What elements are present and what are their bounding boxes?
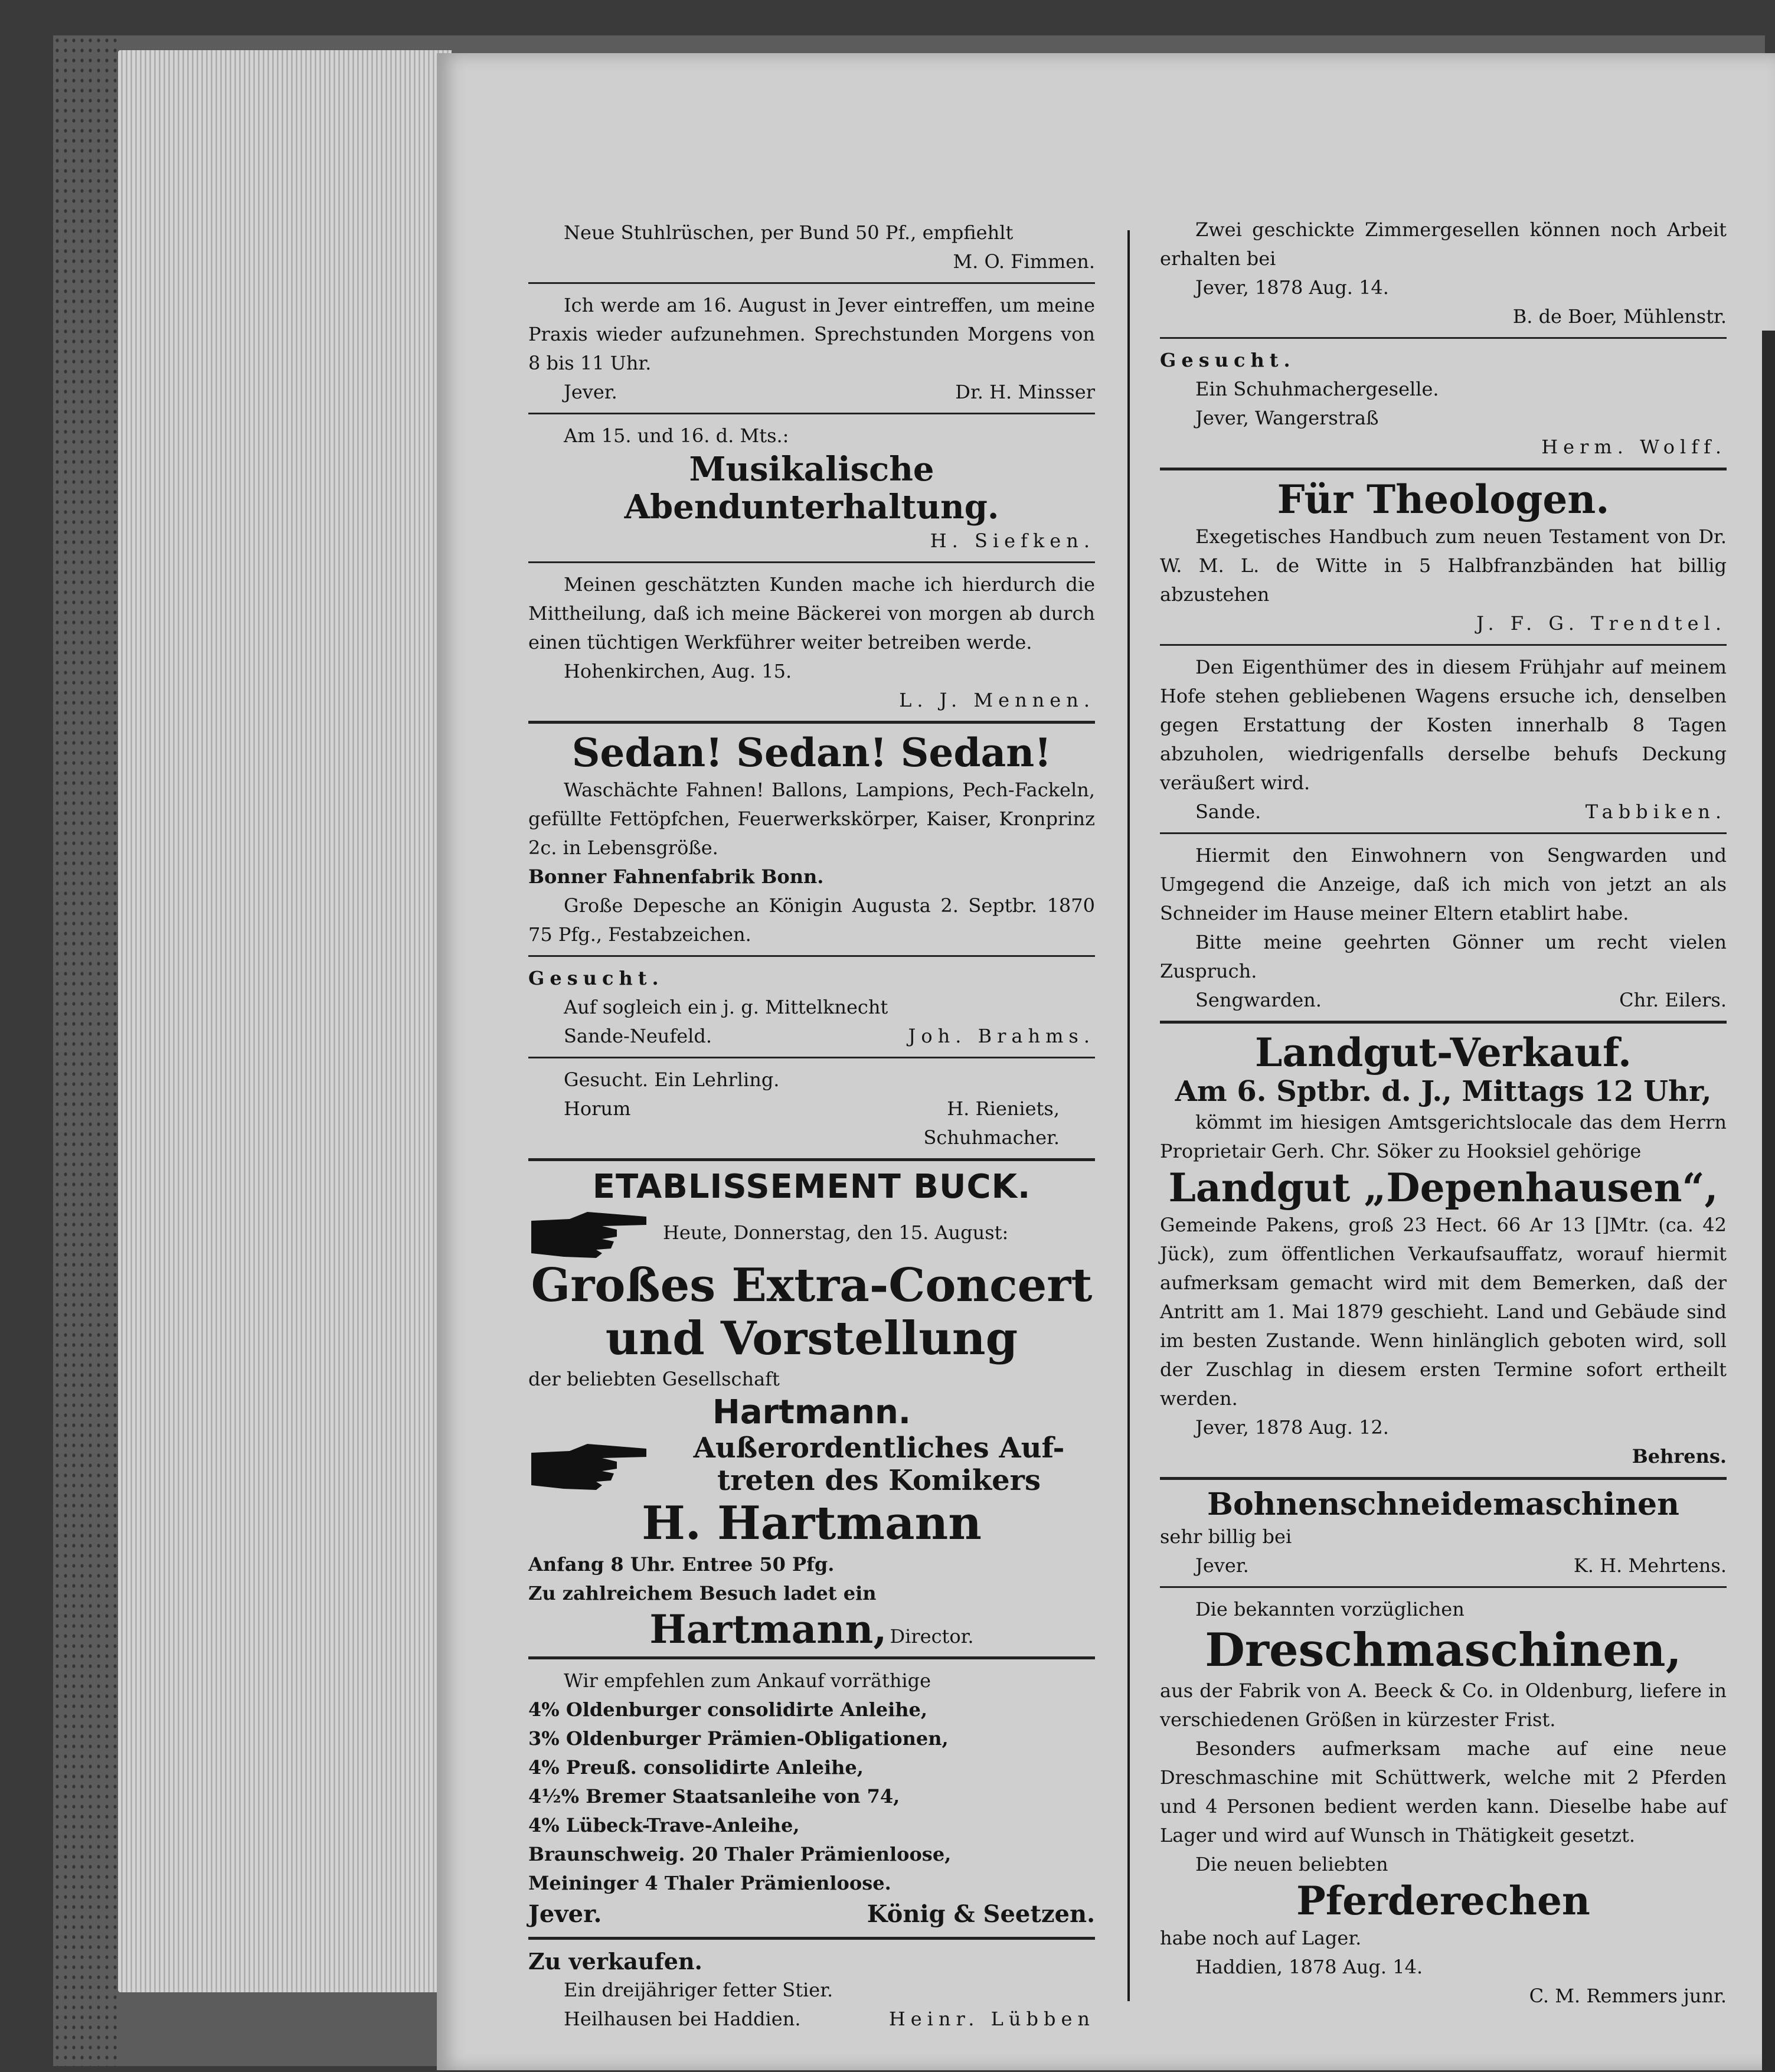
ad-estate-name: Landgut „Depenhausen“,: [1168, 1164, 1718, 1211]
ad-text: sehr billig bei: [1160, 1525, 1292, 1548]
ad-text: Den Eigenthümer des in diesem Frühjahr auf meinem Hofe stehen gebliebenen Wagens ersuche ich, denselben gegen Erstattung der Kosten innerhalb 8 Tagen abzuholen, wiedrigenfalls derselbe behufs Deckung veräußert wird.: [1160, 655, 1727, 794]
ad-start: Anfang 8 Uhr. Entree 50 Pfg.: [528, 1553, 835, 1576]
ad-signature: Tabbiken.: [1585, 800, 1727, 823]
ad-separator: [528, 1937, 1095, 1940]
ad-title: ETABLISSEMENT BUCK.: [592, 1167, 1031, 1206]
ad-text: Ein Schuhmachergeselle.: [1195, 378, 1439, 400]
ad-separator: [528, 1158, 1095, 1161]
ad-separator: [528, 721, 1095, 724]
ad-separator: [1160, 1586, 1727, 1588]
ad-text: Exegetisches Handbuch zum neuen Testament von Dr. W. M. L. de Witte in 5 Halbfranzbänden hat billig abzustehen: [1160, 525, 1727, 606]
ad-title: Sedan! Sedan! Sedan!: [571, 729, 1052, 776]
ad-text-secondary: Besonders aufmerksam mache auf eine neue Dreschmaschine mit Schüttwerk, welche mit 2 Pferden und 4 Personen bedient werden kann. Dieselbe habe auf Lager und wird auf Wunsch in Thätigkeit gesetzt.: [1160, 1737, 1727, 1847]
ad-text-secondary: Gemeinde Pakens, groß 23 Hect. 66 Ar 13 []Mtr. (ca. 42 Jück), zum öffentlichen Verkaufsauffatz, worauf hiermit aufmerksam gemacht wird mit dem Bemerken, daß der Antritt am 1. Mai 1879 geschieht. Land und Gebäude sind im besten Zustande. Wenn hinlänglich geboten wird, soll der Zuschlag in diesem ersten Termine sofort ertheilt werden.: [1160, 1213, 1727, 1410]
ad-separator: [1160, 1477, 1727, 1480]
ad-text-tertiary: habe noch auf Lager.: [1160, 1927, 1362, 1950]
ad-footer: [1160, 798, 1727, 826]
cover-speckle-pattern: [53, 35, 118, 2066]
ad-signature: M. O. Fimmen.: [953, 250, 1095, 273]
ad-place: Heilhausen bei Haddien.: [564, 2008, 801, 2031]
ad-signature-title: Schuhmacher.: [923, 1126, 1060, 1149]
ad-signature: Chr. Eilers.: [1619, 988, 1727, 1011]
ad-date: Am 6. Sptbr. d. J., Mittags 12 Uhr,: [1175, 1074, 1712, 1108]
ad-zimmergesellen: [1160, 215, 1727, 331]
ad-place: Jever.: [528, 1900, 602, 1929]
ad-praxis: [528, 291, 1095, 407]
ad-signature: Behrens.: [1632, 1444, 1727, 1468]
ad-place: Horum: [564, 1097, 631, 1120]
ad-date-footer: Jever, 1878 Aug. 12.: [1195, 1416, 1389, 1439]
ad-text: Meinen geschätzten Kunden mache ich hierdurch die Mittheilung, daß ich meine Bäckerei von morgen ab durch einen tüchtigen Werkführer weiter betreiben werde.: [528, 573, 1095, 653]
ad-list-item: 3% Oldenburger Prämien-Obligationen,: [528, 1727, 949, 1750]
ad-intro: Die bekannten vorzüglichen: [1195, 1597, 1465, 1620]
ad-text: Neue Stuhlrüschen, per Bund 50 Pf., empfiehlt: [564, 221, 1014, 244]
ad-signature: H. Siefken.: [930, 529, 1095, 552]
ad-signature: C. M. Remmers junr.: [1529, 1985, 1727, 2008]
ad-date: Haddien, 1878 Aug. 14.: [1195, 1956, 1423, 1979]
ad-stuhlrueschen: [528, 218, 1095, 276]
ad-firm: Bonner Fahnenfabrik Bonn.: [528, 865, 824, 888]
ad-place: Sande-Neufeld.: [564, 1024, 712, 1047]
ad-text: der beliebten Gesellschaft: [528, 1368, 780, 1391]
ad-footer: [528, 1898, 1095, 1931]
ad-footer: [1160, 986, 1727, 1015]
ad-separator: [528, 955, 1095, 957]
ad-comic-name: H. Hartmann: [642, 1496, 982, 1551]
ad-text: Zwei geschickte Zimmergesellen können noch Arbeit erhalten bei: [1160, 218, 1727, 270]
ad-stier: [528, 1947, 1095, 2034]
ad-signature: Joh. Brahms.: [908, 1024, 1095, 1047]
ad-footer: [528, 1094, 1095, 1123]
ad-abendunterhaltung: [528, 421, 1095, 555]
ad-heading: Gesucht.: [528, 966, 664, 989]
ad-lehrling: [528, 1066, 1095, 1152]
ad-signature: König & Seetzen.: [867, 1900, 1095, 1929]
ad-text: Ich werde am 16. August in Jever eintreffen, um meine Praxis wieder aufzunehmen. Sprechstunden Morgens von 8 bis 11 Uhr.: [528, 294, 1095, 374]
ad-place: Jever.: [564, 381, 617, 403]
ad-text-secondary: Große Depesche an Königin Augusta 2. Septbr. 1870 75 Pfg., Festabzeichen.: [528, 894, 1095, 946]
ad-title-concert: Großes Extra-Concert: [531, 1259, 1093, 1313]
ad-title: Dreschmaschinen,: [1205, 1623, 1682, 1677]
ad-signature: H. Rieniets,: [947, 1097, 1060, 1120]
ad-signature: J. F. G. Trendtel.: [1476, 612, 1727, 635]
ad-text: Hiermit den Einwohnern von Sengwarden und Umgegend die Anzeige, daß ich mich von jetzt an als Schneider im Hause meiner Eltern etablirt habe.: [1160, 844, 1727, 924]
ad-date: Jever, 1878 Aug. 14.: [1195, 276, 1389, 299]
ad-baeckerei: [528, 570, 1095, 715]
ad-text: Wir empfehlen zum Ankauf vorräthige: [564, 1669, 931, 1692]
ad-signature: B. de Boer, Mühlenstr.: [1512, 305, 1727, 328]
ad-text-secondary: Bitte meine geehrten Gönner um recht vielen Zuspruch.: [1160, 930, 1727, 982]
ad-footer: [528, 1022, 1095, 1051]
ad-text: kömmt im hiesigen Amtsgerichtslocale das dem Herrn Proprietair Gerh. Chr. Söker zu Hooksiel gehörige: [1160, 1110, 1727, 1162]
ad-troupe: Hartmann.: [712, 1393, 911, 1432]
ad-title-secondary: Pferderechen: [1296, 1878, 1590, 1924]
ad-separator: [528, 1057, 1095, 1058]
ad-place: Jever, Wangerstraß: [1195, 407, 1379, 429]
ad-pre: Die neuen beliebten: [1195, 1853, 1388, 1876]
ad-signature: L. J. Mennen.: [899, 688, 1095, 711]
ad-bohnenschneidemaschinen: [1160, 1487, 1727, 1580]
ad-text: Ein dreijähriger fetter Stier.: [564, 1979, 833, 2002]
ad-text: Waschächte Fahnen! Ballons, Lampions, Pech-Fackeln, gefüllte Fettöpfchen, Feuerwerkskörper, Kaiser, Kronprinz 2c. in Lebensgröße.: [528, 778, 1095, 859]
ad-wagen: [1160, 653, 1727, 826]
ad-separator: [1160, 1021, 1727, 1024]
ad-list-item: 4% Preuß. consolidirte Anleihe,: [528, 1756, 864, 1779]
pointing-hand-icon: [528, 1438, 652, 1491]
ad-footer: [1160, 1551, 1727, 1580]
ad-signature: Herm. Wolff.: [1541, 436, 1727, 458]
ad-extra-line2: treten des Komikers: [717, 1464, 1041, 1498]
ad-place: Hohenkirchen, Aug. 15.: [564, 659, 792, 682]
right-column: [1160, 215, 1727, 2011]
ad-place: Sengwarden.: [1195, 988, 1322, 1011]
ad-footer: [528, 2005, 1095, 2034]
ad-place: Sande.: [1195, 800, 1261, 823]
ad-separator: [528, 413, 1095, 414]
ad-etablissement-buck: [528, 1168, 1095, 1651]
ad-footer: [528, 378, 1095, 407]
ad-sedan: [528, 731, 1095, 949]
ad-text: Gesucht. Ein Lehrling.: [564, 1068, 780, 1091]
ad-separator: [1160, 337, 1727, 339]
pointing-hand-icon: [528, 1206, 652, 1259]
ad-landgut-verkauf: [1160, 1031, 1727, 1471]
ad-separator: [528, 1656, 1095, 1659]
ad-mittelknecht: [528, 964, 1095, 1051]
ad-signature: K. H. Mehrtens.: [1573, 1554, 1727, 1577]
book-page-edges: [118, 50, 452, 1992]
left-column: [528, 218, 1095, 2034]
ad-anleihen: [528, 1666, 1095, 1931]
ad-extra-line1: Außerordentliches Auf-: [693, 1431, 1065, 1465]
ad-signature: Heinr. Lübben: [888, 2008, 1095, 2031]
ad-schuhmachergeselle: [1160, 346, 1727, 462]
ad-separator: [1160, 832, 1727, 834]
ad-text: aus der Fabrik von A. Beeck & Co. in Oldenburg, liefere in verschiedenen Größen in kürzester Frist.: [1160, 1679, 1727, 1731]
ad-director-title: Director.: [890, 1625, 974, 1648]
ad-dreschmaschinen: [1160, 1595, 1727, 2011]
ad-signature: Dr. H. Minsser: [955, 381, 1095, 403]
ad-director-line: [528, 1608, 1095, 1651]
ad-invite: Zu zahlreichem Besuch ladet ein: [528, 1581, 877, 1604]
ad-list-item: 4½% Bremer Staatsanleihe von 74,: [528, 1785, 900, 1808]
ad-text: Auf sogleich ein j. g. Mittelknecht: [564, 995, 888, 1018]
ad-extra-row: [528, 1432, 1095, 1497]
ad-date: Heute, Donnerstag, den 15. August:: [663, 1221, 1009, 1244]
ad-title: Landgut-Verkauf.: [1255, 1029, 1632, 1076]
ad-title: Bohnenschneidemaschinen: [1207, 1486, 1679, 1522]
ad-heading: Gesucht.: [1160, 349, 1296, 371]
ad-title-vorstellung: und Vorstellung: [605, 1311, 1018, 1365]
ad-list-item: Meininger 4 Thaler Prämienloose.: [528, 1872, 891, 1895]
ad-title: Für Theologen.: [1277, 476, 1610, 522]
ad-heading: Zu verkaufen.: [528, 1948, 702, 1975]
ad-list-item: 4% Oldenburger consolidirte Anleihe,: [528, 1698, 928, 1721]
ad-extra-text: [663, 1432, 1095, 1497]
ad-separator: [1160, 644, 1727, 646]
ad-date-row: [528, 1206, 1095, 1259]
ad-date: Am 15. und 16. d. Mts.:: [564, 424, 789, 447]
ad-separator: [528, 282, 1095, 284]
ad-list-item: 4% Lübeck-Trave-Anleihe,: [528, 1814, 800, 1837]
ad-director: Hartmann,: [649, 1606, 887, 1652]
ad-separator: [528, 561, 1095, 563]
ad-title: Musikalische Abendunterhaltung.: [624, 450, 999, 527]
ad-separator: [1160, 468, 1727, 470]
ad-schneider: [1160, 841, 1727, 1015]
column-divider: [1127, 230, 1130, 2001]
ad-list-item: Braunschweig. 20 Thaler Prämienloose,: [528, 1843, 952, 1866]
ad-place: Jever.: [1195, 1554, 1249, 1577]
ad-theologen: [1160, 478, 1727, 638]
facing-page-edge: [1762, 331, 1775, 2072]
